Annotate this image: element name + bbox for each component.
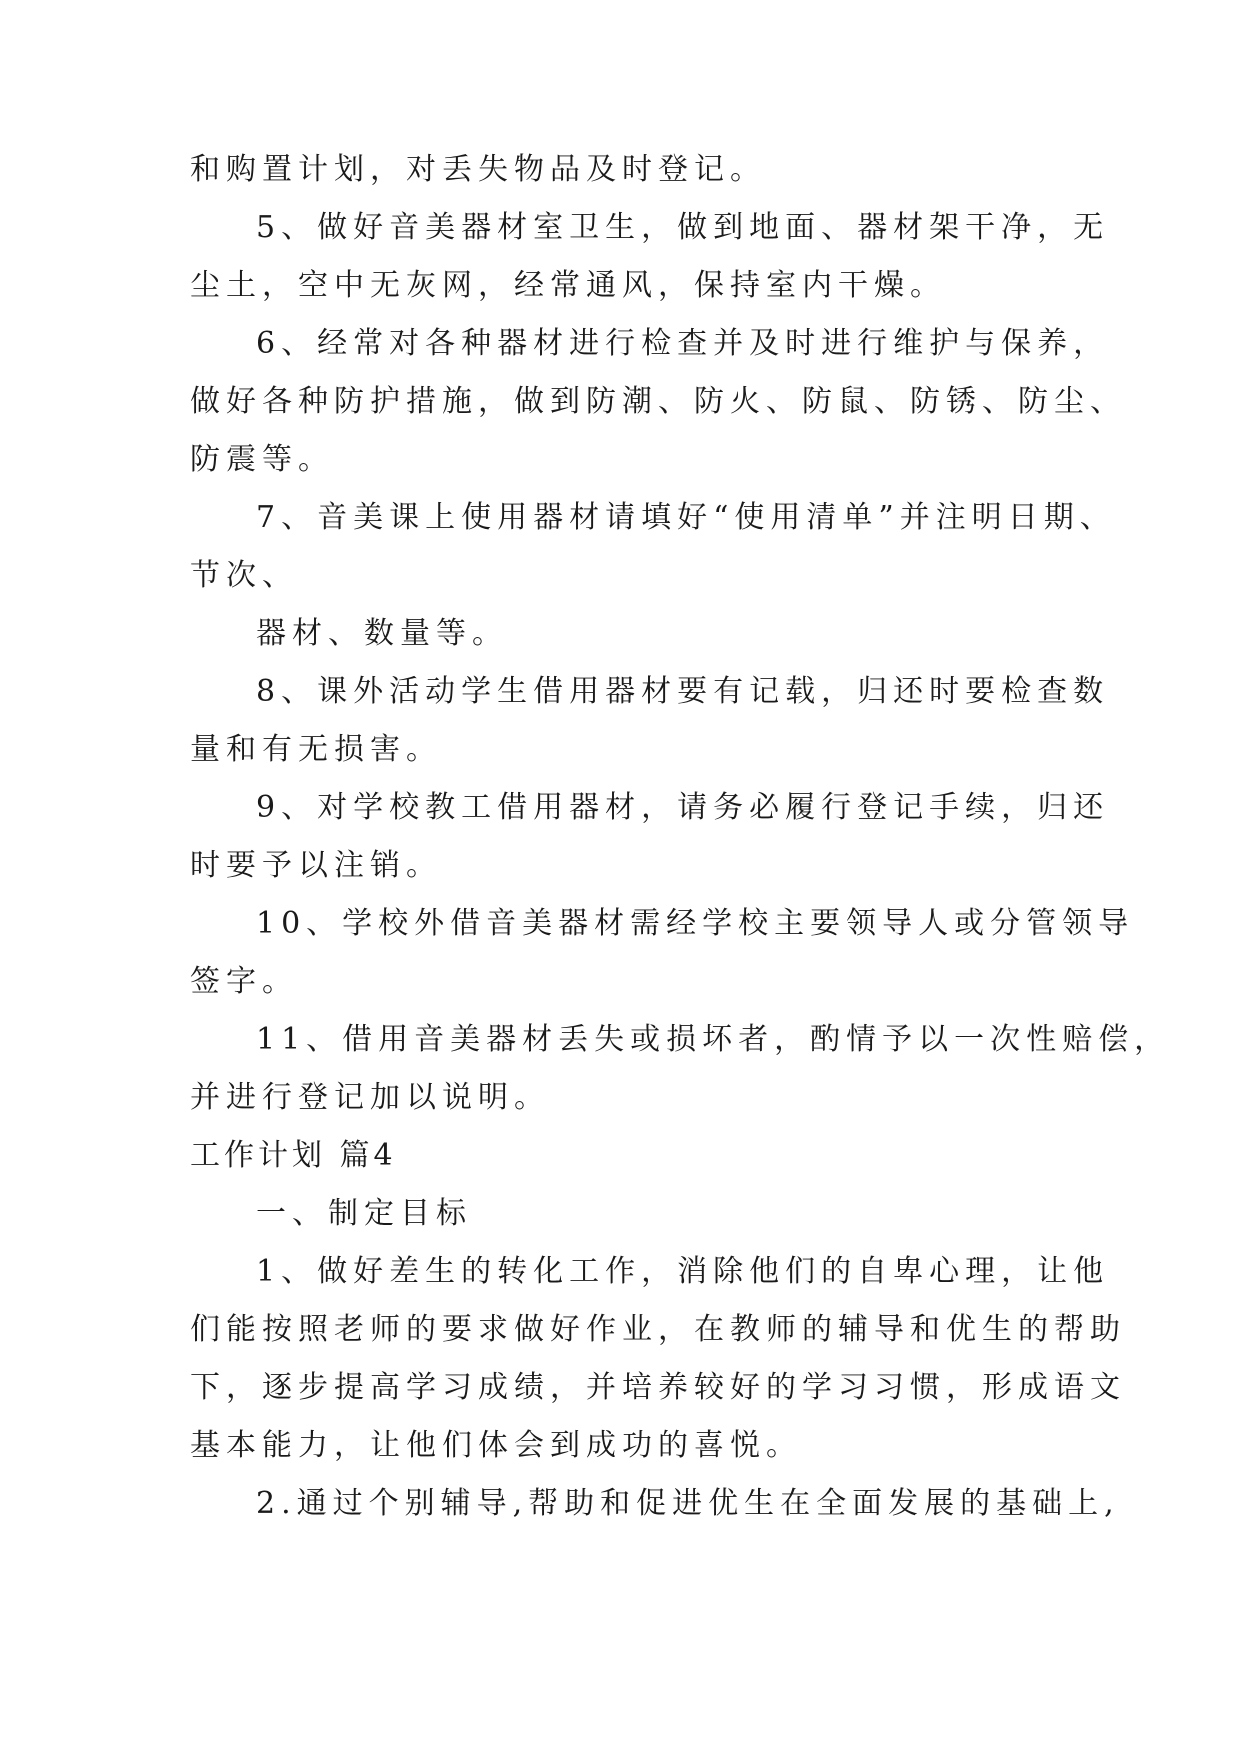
paragraph-line: 8、课外活动学生借用器材要有记载，归还时要检查数 xyxy=(256,674,1110,709)
paragraph-line: 们能按照老师的要求做好作业，在教师的辅导和优生的帮助 xyxy=(190,1312,1126,1347)
paragraph-line: 尘土，空中无灰网，经常通风，保持室内干燥。 xyxy=(190,268,946,303)
paragraph-line: 1、做好差生的转化工作，消除他们的自卑心理，让他 xyxy=(256,1254,1110,1289)
paragraph-line: 7、音美课上使用器材请填好“使用清单”并注明日期、 xyxy=(256,500,1116,535)
subsection-heading: 一、制定目标 xyxy=(256,1196,472,1231)
paragraph-line: 下，逐步提高学习成绩，并培养较好的学习习惯，形成语文 xyxy=(190,1370,1126,1405)
paragraph-line: 基本能力，让他们体会到成功的喜悦。 xyxy=(190,1428,802,1463)
paragraph-line: 签字。 xyxy=(190,964,298,999)
paragraph-line: 9、对学校教工借用器材，请务必履行登记手续，归还 xyxy=(256,790,1110,825)
paragraph-line: 器材、数量等。 xyxy=(256,616,508,651)
paragraph-line: 做好各种防护措施，做到防潮、防火、防鼠、防锈、防尘、 xyxy=(190,384,1126,419)
paragraph-line: 2.通过个别辅导,帮助和促进优生在全面发展的基础上, xyxy=(256,1486,1120,1521)
paragraph-line: 11、借用音美器材丢失或损坏者，酌情予以一次性赔偿， xyxy=(256,1022,1171,1057)
paragraph-line: 防震等。 xyxy=(190,442,334,477)
paragraph-line: 10、学校外借音美器材需经学校主要领导人或分管领导 xyxy=(256,906,1135,941)
document-body xyxy=(190,152,1171,1521)
paragraph-line: 6、经常对各种器材进行检查并及时进行维护与保养， xyxy=(256,326,1110,361)
paragraph-line: 节次、 xyxy=(190,558,298,593)
paragraph-line: 并进行登记加以说明。 xyxy=(190,1080,550,1115)
paragraph-line: 量和有无损害。 xyxy=(190,732,442,767)
paragraph-line: 5、做好音美器材室卫生，做到地面、器材架干净，无 xyxy=(256,210,1110,245)
paragraph-line: 和购置计划，对丢失物品及时登记。 xyxy=(190,152,766,187)
section-heading: 工作计划 篇4 xyxy=(190,1138,397,1173)
paragraph-line: 时要予以注销。 xyxy=(190,848,442,883)
